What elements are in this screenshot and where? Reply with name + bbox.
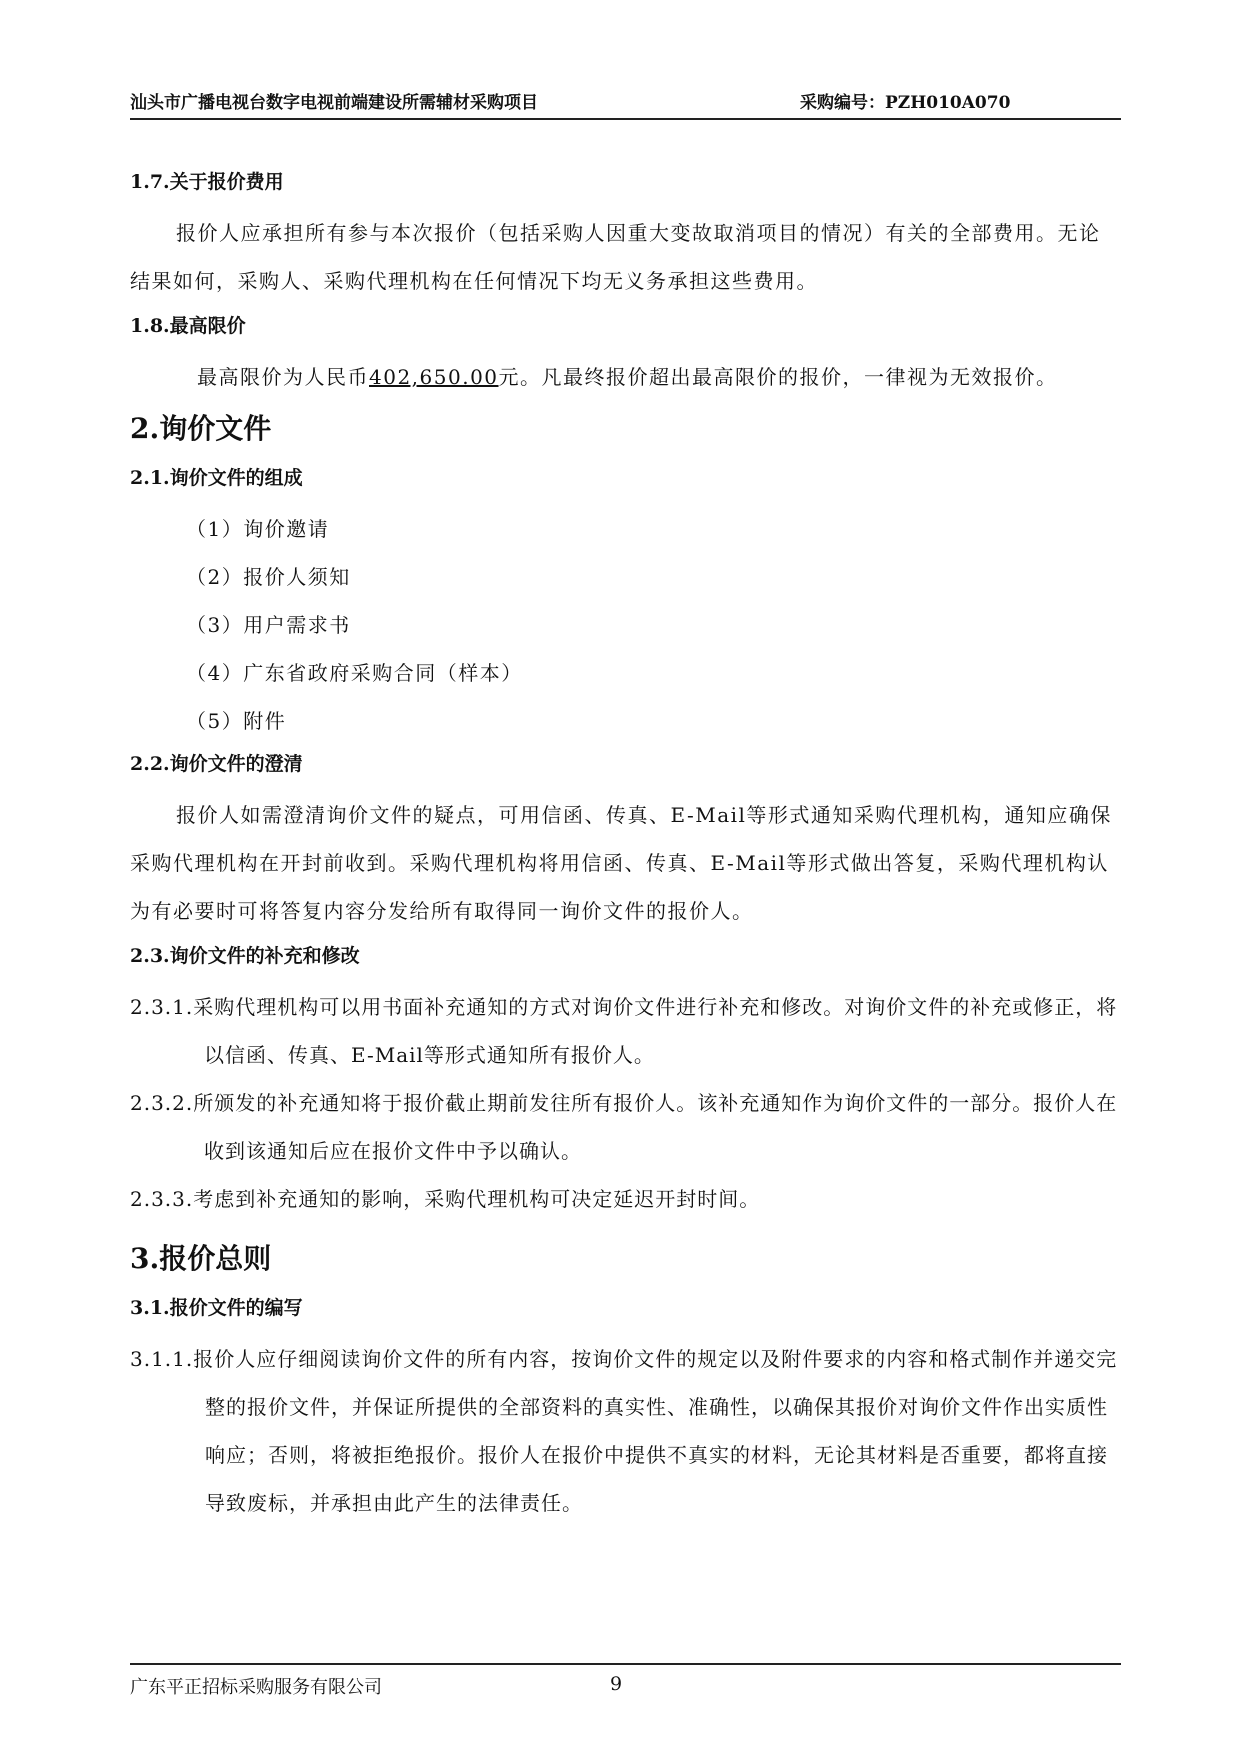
max-price-prefix: 最高限价为人民币 (197, 365, 369, 389)
numbered-clause: 2.3.1.采购代理机构可以用书面补充通知的方式对询价文件进行补充和修改。对询价文件的补充或修正，将以信函、传真、E-Mail等形式通知所有报价人。 (130, 995, 1118, 1067)
numbered-clause: 3.1.1.报价人应仔细阅读询价文件的所有内容，按询价文件的规定以及附件要求的内容和格式制作并递交完整的报价文件，并保证所提供的全部资料的真实性、准确性，以确保其报价对询价文件作出实质性响应；否则，将被拒绝报价。报价人在报价中提供不真实的材料，无论其材料是否重要，都将直接导致废标，并承担由此产生的法律责任。 (130, 1347, 1118, 1515)
document-body (130, 165, 1121, 1527)
section-heading-1-7: 1.7.关于报价费用 (130, 171, 284, 193)
list-item: （5）附件 (186, 709, 287, 733)
list-item: （2）报价人须知 (186, 565, 351, 589)
paragraph-max-price (130, 353, 1121, 401)
page-header (130, 82, 1121, 120)
list-item: （3）用户需求书 (186, 613, 351, 637)
paragraph-clarification: 报价人如需澄清询价文件的疑点，可用信函、传真、E-Mail等形式通知采购代理机构，通知应确保采购代理机构在开封前收到。采购代理机构将用信函、传真、E-Mail等形式做出答复，采购代理机构认为有必要时可将答复内容分发给所有取得同一询价文件的报价人。 (130, 803, 1112, 923)
footer-company: 广东平正招标采购服务有限公司 (130, 1677, 382, 1698)
numbered-clause: 2.3.2.所颁发的补充通知将于报价截止期前发往所有报价人。该补充通知作为询价文件的一部分。报价人在收到该通知后应在报价文件中予以确认。 (130, 1091, 1118, 1163)
section-heading-3-1: 3.1.报价文件的编写 (130, 1297, 303, 1319)
numbered-clause: 2.3.3.考虑到补充通知的影响，采购代理机构可决定延迟开封时间。 (130, 1187, 761, 1211)
section-heading-2: 2.询价文件 (130, 412, 272, 445)
section-heading-3: 3.报价总则 (130, 1242, 272, 1275)
page-footer (130, 1663, 1121, 1698)
section-heading-2-3: 2.3.询价文件的补充和修改 (130, 945, 360, 967)
section-heading-2-1: 2.1.询价文件的组成 (130, 467, 303, 489)
procurement-number: 采购编号：PZH010A070 (800, 93, 1011, 113)
max-price-suffix: 元。凡最终报价超出最高限价的报价，一律视为无效报价。 (498, 365, 1058, 389)
list-item: （4）广东省政府采购合同（样本） (186, 661, 523, 685)
section-heading-2-2: 2.2.询价文件的澄清 (130, 753, 303, 775)
paragraph-quotation-costs: 报价人应承担所有参与本次报价（包括采购人因重大变故取消项目的情况）有关的全部费用。无论结果如何，采购人、采购代理机构在任何情况下均无义务承担这些费用。 (130, 221, 1101, 293)
project-title: 汕头市广播电视台数字电视前端建设所需辅材采购项目 (130, 93, 538, 113)
list-item: （1）询价邀请 (186, 517, 330, 541)
max-price-value: 402,650.00 (369, 365, 499, 389)
page-number: 9 (610, 1673, 623, 1695)
section-heading-1-8: 1.8.最高限价 (130, 315, 246, 337)
